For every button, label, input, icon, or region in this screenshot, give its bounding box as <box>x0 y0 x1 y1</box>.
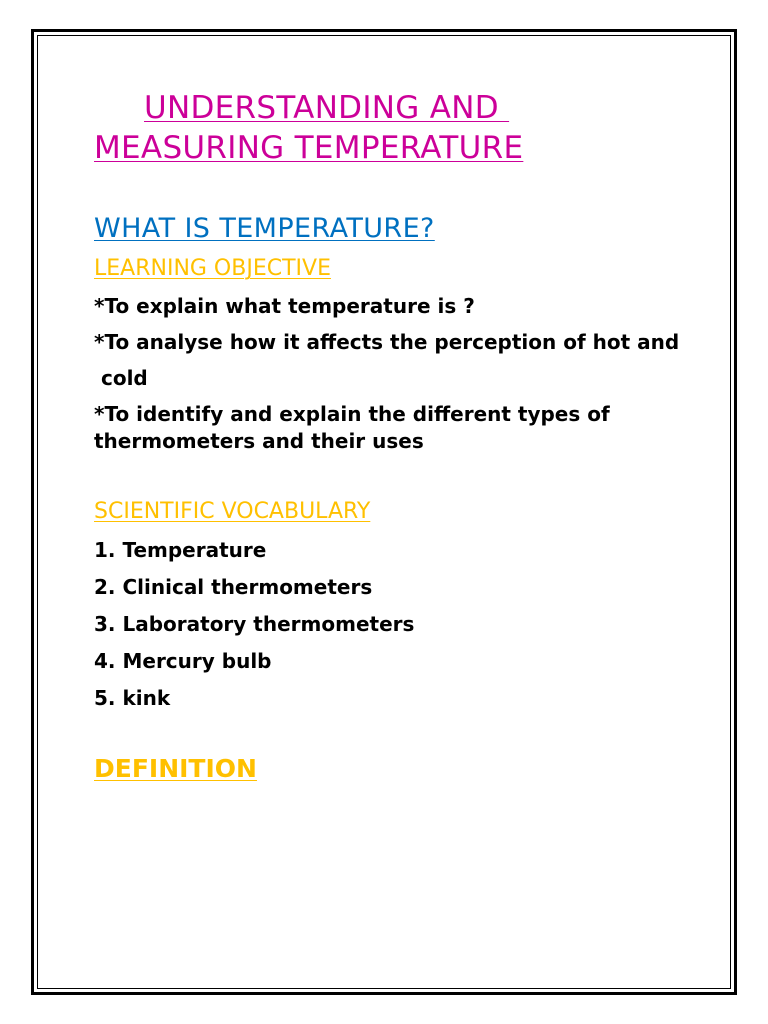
objective-item: *To analyse how it affects the perception of hot and <box>94 330 680 354</box>
vocabulary-item: 4. Mercury bulb <box>94 649 272 673</box>
document-content <box>94 88 684 784</box>
definition-heading: DEFINITION <box>94 754 257 783</box>
objective-item: *To identify and explain the different types of thermometers and their uses <box>94 402 617 453</box>
vocabulary-item: 3. Laboratory thermometers <box>94 612 415 636</box>
objective-item: *To explain what temperature is ? <box>94 294 475 318</box>
vocabulary-item: 1. Temperature <box>94 538 267 562</box>
document-title <box>94 88 684 168</box>
title-line-1: UNDERSTANDING AND <box>144 90 510 126</box>
vocabulary-item: 5. kink <box>94 686 171 710</box>
title-line-2: MEASURING TEMPERATURE <box>94 130 524 166</box>
objective-item: cold <box>94 366 148 390</box>
vocabulary-list <box>94 537 684 712</box>
vocabulary-item: 2. Clinical thermometers <box>94 575 373 599</box>
section-heading: WHAT IS TEMPERATURE? <box>94 213 435 244</box>
vocabulary-heading: SCIENTIFIC VOCABULARY <box>94 499 371 524</box>
learning-objective-heading: LEARNING OBJECTIVE <box>94 256 331 281</box>
